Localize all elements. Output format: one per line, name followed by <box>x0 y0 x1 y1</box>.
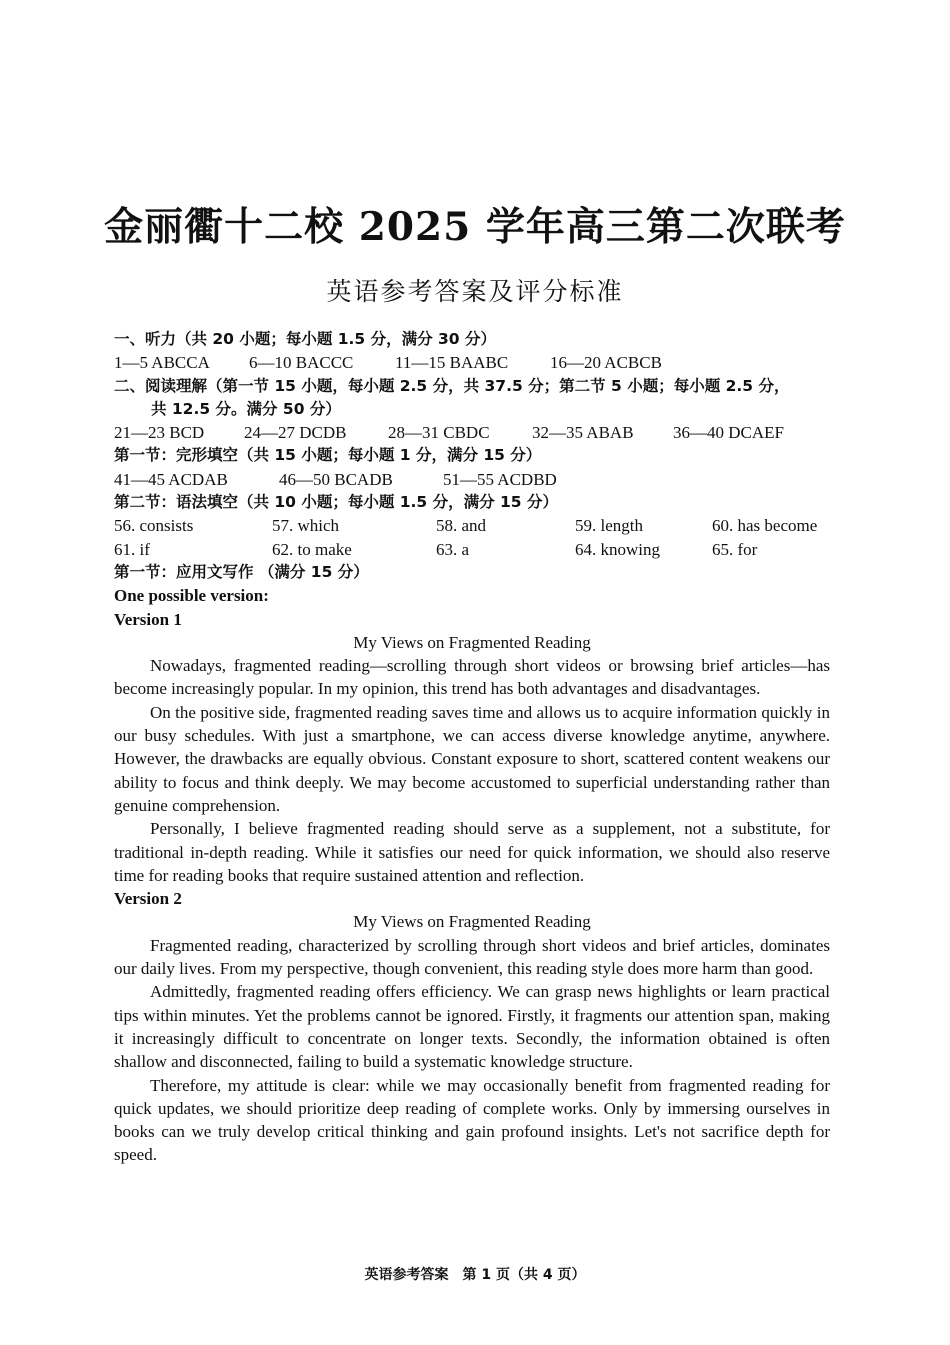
grammar-answer: 56. consists <box>114 516 194 536</box>
grammar-row-2 <box>114 538 830 561</box>
answer-group: 24—27 DCDB <box>244 423 347 443</box>
answer-group: 1—5 ABCCA <box>114 353 210 373</box>
grammar-heading: 第二节：语法填空（共 10 小题；每小题 1.5 分，满分 15 分） <box>114 493 558 512</box>
version-2-title: My Views on Fragmented Reading <box>353 912 591 932</box>
version-2-label: Version 2 <box>114 889 182 909</box>
cloze-answers <box>114 468 830 491</box>
version-1-paragraph: Nowadays, fragmented reading—scrolling through short videos or browsing brief articles—has become increasingly popular. In my opinion, this trend has both advantages and disadvantages. <box>114 656 830 699</box>
grammar-answer: 60. has become <box>712 516 818 536</box>
answer-group: 41—45 ACDAB <box>114 469 228 489</box>
version-1-paragraph: Personally, I believe fragmented reading should serve as a supplement, not a substitute, for traditional in-depth reading. While it satisfies our need for quick information, we should also reserve time for reading books that require sustained attention and reflection. <box>114 819 830 885</box>
grammar-row-1 <box>114 514 830 537</box>
reading-heading-2: 共 12.5 分。满分 50 分） <box>151 399 341 418</box>
version-1-title: My Views on Fragmented Reading <box>353 632 591 652</box>
version-1-label: Version 1 <box>114 609 182 629</box>
page-footer: 英语参考答案 第 1 页（共 4 页） <box>364 1267 586 1283</box>
answer-group: 28—31 CBDC <box>388 423 490 443</box>
cloze-heading: 第一节：完形填空（共 15 小题；每小题 1 分，满分 15 分） <box>114 446 542 465</box>
grammar-answer: 61. if <box>114 539 150 559</box>
grammar-answer: 63. a <box>436 539 470 559</box>
version-2-paragraph: Admittedly, fragmented reading offers efficiency. We can grasp news highlights or learn practical tips within minutes. Yet the problems cannot be ignored. Firstly, it fragments our attention span, making it increasingly difficult to concentrate on longer texts. Secondly, the information obtained is often shallow and disconnected, failing to build a systematic knowledge structure. <box>114 982 830 1072</box>
grammar-answer: 64. knowing <box>575 539 660 559</box>
version-1-paragraph: On the positive side, fragmented reading saves time and allows us to acquire information quickly in our busy schedules. With just a smartphone, we can access diverse knowledge anytime, anywhere. However, the drawbacks are equally obvious. Constant exposure to short, scattered content weakens our ability to focus and think deeply. We may become accustomed to superficial understanding rather than genuine comprehension. <box>114 702 830 815</box>
answer-group: 21—23 BCD <box>114 423 205 443</box>
page-title: 金丽衢十二校 2025 学年高三第二次联考 <box>104 204 846 250</box>
answer-group: 32—35 ABAB <box>532 423 634 443</box>
grammar-answer: 57. which <box>272 516 340 536</box>
possible-version-label: One possible version: <box>114 586 269 606</box>
version-2-paragraph: Fragmented reading, characterized by scrolling through short videos and brief articles, dominates our daily lives. From my perspective, though convenient, this reading style does more harm than good. <box>114 935 830 979</box>
answer-group: 11—15 BAABC <box>395 353 509 373</box>
answer-group: 46—50 BCADB <box>279 469 393 489</box>
listening-heading: 一、听力（共 20 小题；每小题 1.5 分，满分 30 分） <box>114 330 496 348</box>
answer-content <box>114 328 830 1167</box>
answer-group: 16—20 ACBCB <box>550 353 662 373</box>
version-2-paragraph: Therefore, my attitude is clear: while we may occasionally benefit from fragmented reading for quick updates, we should prioritize deep reading of complete works. Only by immersing ourselves in books can we truly develop critical thinking and gain profound insights. Let's not sacrifice depth for speed. <box>114 1075 830 1165</box>
grammar-answer: 65. for <box>712 539 758 559</box>
reading-answers <box>114 421 830 444</box>
answer-group: 51—55 ACDBD <box>443 469 557 489</box>
grammar-answer: 58. and <box>436 516 487 536</box>
answer-group: 36—40 DCAEF <box>673 423 784 443</box>
answer-group: 6—10 BACCC <box>249 353 354 373</box>
listening-answers <box>114 351 830 374</box>
writing-heading: 第一节：应用文写作 （满分 15 分） <box>114 562 369 581</box>
grammar-answer: 62. to make <box>272 539 352 559</box>
reading-heading-1: 二、阅读理解（第一节 15 小题，每小题 2.5 分，共 37.5 分；第二节 5 小题；每小题 2.5 分， <box>114 376 790 395</box>
grammar-answer: 59. length <box>575 516 643 536</box>
page-subtitle: 英语参考答案及评分标准 <box>326 277 624 306</box>
